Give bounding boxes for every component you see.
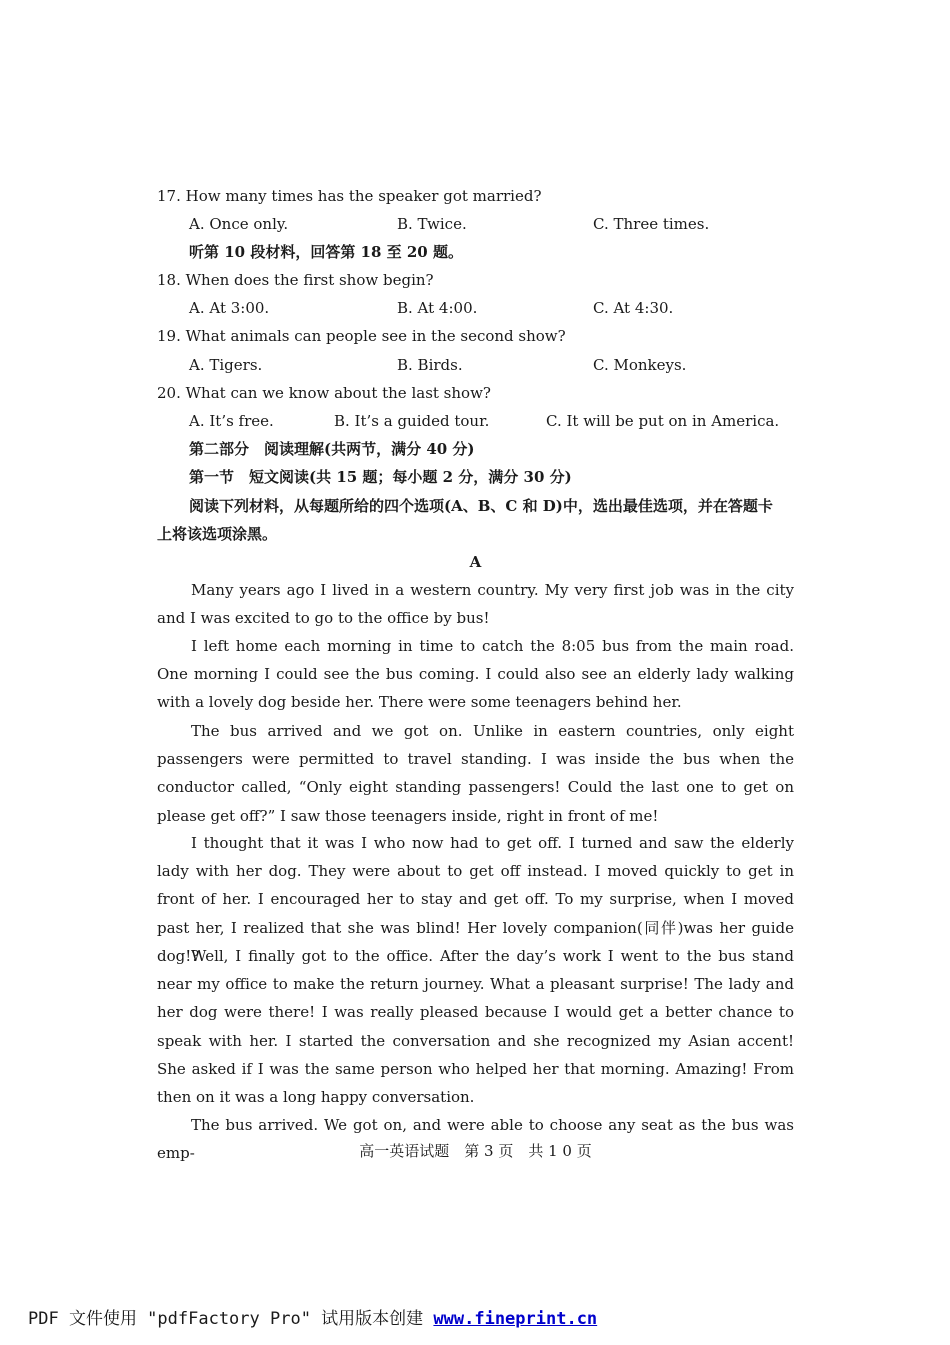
question-19-stem: 19. What animals can people see in the second show? <box>157 327 566 345</box>
question-18-option-c: C. At 4:30. <box>593 299 674 317</box>
question-18-option-b: B. At 4:00. <box>397 299 478 317</box>
passage-paragraph-1: Many years ago I lived in a western country. My very first job was in the city and I was excited to go to the office by bus! <box>157 581 794 628</box>
question-17-option-b: B. Twice. <box>397 215 467 233</box>
pdffactory-watermark <box>28 1308 597 1330</box>
question-18-stem: 18. When does the first show begin? <box>157 271 434 289</box>
listening-instruction: 听第 10 段材料，回答第 18 至 20 题。 <box>189 243 463 261</box>
passage-paragraph-6: The bus arrived. We got on, and were able to choose any seat as the bus was emp- <box>157 1116 794 1163</box>
question-17-stem: 17. How many times has the speaker got married? <box>157 187 542 205</box>
question-20-option-b: B. It’s a guided tour. <box>334 412 490 430</box>
reading-instruction-line2: 上将该选项涂黑。 <box>157 525 278 543</box>
question-19-option-b: B. Birds. <box>397 356 463 374</box>
page-footer: 高一英语试题 第 3 页 共 1 0 页 <box>359 1142 592 1160</box>
section1-title: 第一节 短文阅读(共 15 题；每小题 2 分，满分 30 分) <box>189 468 572 486</box>
question-17-option-c: C. Three times. <box>593 215 710 233</box>
part2-title: 第二部分 阅读理解(共两节，满分 40 分) <box>189 440 475 458</box>
reading-instruction-line1: 阅读下列材料，从每题所给的四个选项(A、B、C 和 D)中，选出最佳选项，并在答题卡 <box>189 497 773 515</box>
question-20-option-a: A. It’s free. <box>189 412 274 430</box>
watermark-link[interactable]: www.fineprint.cn <box>433 1309 598 1329</box>
passage-paragraph-5: Well, I finally got to the office. After the day’s work I went to the bus stand near my office to make the return journey. What a pleasant surprise! The lady and her dog were there! I was really pleased because I would get a better chance to speak with her. I started the conversation and she recognized my Asian accent! She asked if I was the same person who helped her that morning. Amazing! From then on it was a long happy conversation. <box>157 947 794 1107</box>
passage-paragraph-4: I thought that it was I who now had to get off. I turned and saw the elderly lady with her dog. They were about to get off instead. I moved quickly to get in front of her. I encouraged her to stay and get off. To my surprise, when I moved past her, I realized that she was blind! Her lovely companion(同伴)was her guide dog!? <box>157 834 794 965</box>
passage-paragraph-3: The bus arrived and we got on. Unlike in eastern countries, only eight passengers were permitted to travel standing. I was inside the bus when the conductor called, “Only eight standing passengers! Could the last one to get on please get off?” I saw those teenagers inside, right in front of me! <box>157 722 794 825</box>
question-20-option-c: C. It will be put on in America. <box>546 412 780 430</box>
passage-paragraph-2: I left home each morning in time to catch the 8:05 bus from the main road. One morning I could see the bus coming. I could also see an elderly lady walking with a lovely dog beside her. There were some teenagers behind her. <box>157 637 794 712</box>
question-20-stem: 20. What can we know about the last show? <box>157 384 491 402</box>
passage-label: A <box>469 553 482 571</box>
question-19-option-a: A. Tigers. <box>189 356 263 374</box>
question-17-option-a: A. Once only. <box>189 215 289 233</box>
question-18-option-a: A. At 3:00. <box>189 299 270 317</box>
watermark-text: PDF 文件使用 "pdfFactory Pro" 试用版本创建 <box>28 1309 434 1329</box>
question-19-option-c: C. Monkeys. <box>593 356 687 374</box>
